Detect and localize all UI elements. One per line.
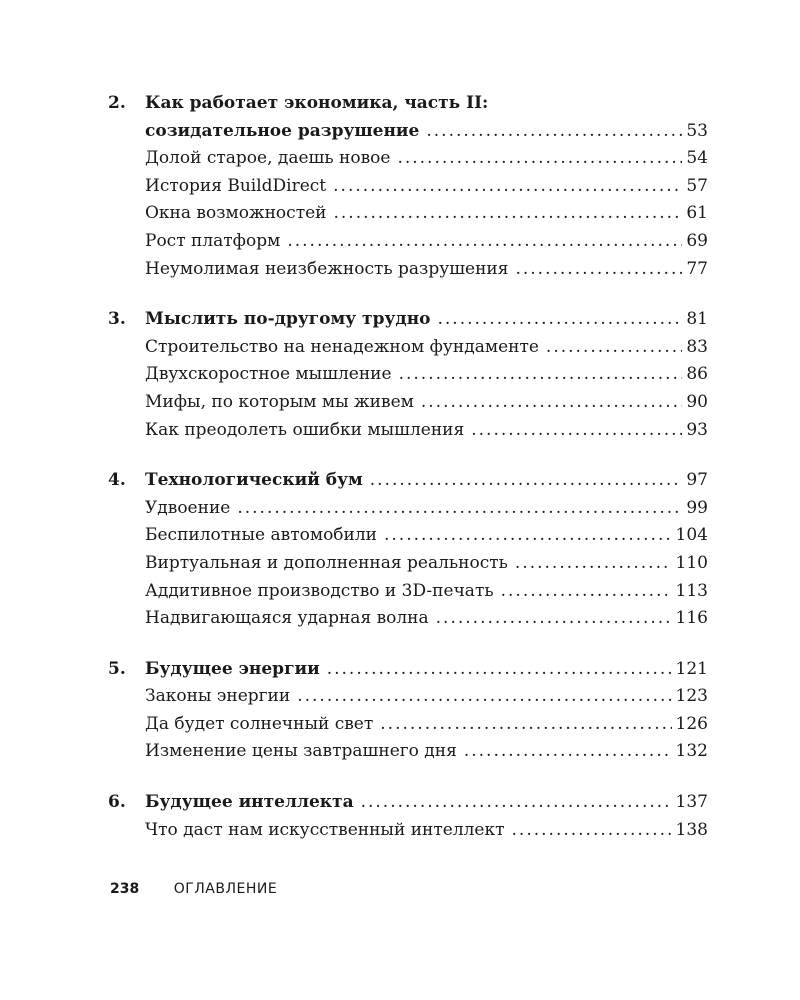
toc-chapter-heading xyxy=(108,90,708,118)
table-of-contents xyxy=(108,90,708,867)
page-number: 90 xyxy=(686,391,708,412)
page-number: 83 xyxy=(686,336,708,357)
page-number: 53 xyxy=(686,120,708,141)
page-number: 104 xyxy=(675,525,708,546)
toc-entry[interactable] xyxy=(108,361,708,389)
toc-entry[interactable] xyxy=(108,711,708,739)
dot-leader xyxy=(237,495,682,523)
folio-page-number: 238 xyxy=(110,881,140,897)
page-number: 86 xyxy=(686,364,708,385)
dot-leader xyxy=(464,738,672,766)
section-title: Изменение цены завтрашнего дня xyxy=(145,741,457,762)
toc-entry[interactable] xyxy=(108,334,708,362)
dot-leader xyxy=(397,145,682,173)
page-number: 81 xyxy=(686,309,708,330)
section-title: Удвоение xyxy=(145,497,231,518)
dot-leader xyxy=(287,228,682,256)
page-number: 99 xyxy=(686,497,708,518)
section-title: Как преодолеть ошибки мышления xyxy=(145,419,465,440)
toc-chapter-5 xyxy=(108,656,708,766)
dot-leader xyxy=(471,417,682,445)
page-number: 116 xyxy=(675,608,708,629)
page-number: 132 xyxy=(675,741,708,762)
page-number: 138 xyxy=(675,819,708,840)
dot-leader xyxy=(501,578,672,606)
section-title: Что даст нам искусственный интеллект xyxy=(145,819,505,840)
chapter-title-line1: Как работает экономика, часть II: xyxy=(145,93,489,113)
dot-leader xyxy=(437,306,682,334)
chapter-title: Технологический бум xyxy=(145,470,363,491)
chapter-title: созидательное разрушение xyxy=(145,120,420,141)
toc-entry[interactable] xyxy=(108,522,708,550)
page-number: 93 xyxy=(686,419,708,440)
toc-entry[interactable] xyxy=(108,256,708,284)
chapter-title: Будущее энергии xyxy=(145,658,320,679)
chapter-number: 2. xyxy=(108,93,126,113)
toc-entry[interactable] xyxy=(108,605,708,633)
dot-leader xyxy=(515,550,672,578)
dot-leader xyxy=(361,789,672,817)
toc-chapter-2 xyxy=(108,90,708,283)
toc-chapter-6 xyxy=(108,789,708,844)
toc-entry[interactable] xyxy=(108,118,708,146)
page-number: 110 xyxy=(675,552,708,573)
chapter-number: 6. xyxy=(108,792,126,813)
page-number: 77 xyxy=(686,258,708,279)
toc-entry[interactable] xyxy=(108,656,708,684)
toc-entry[interactable] xyxy=(108,738,708,766)
toc-entry[interactable] xyxy=(108,789,708,817)
section-title: Законы энергии xyxy=(145,686,291,707)
dot-leader xyxy=(327,656,672,684)
chapter-title: Будущее интеллекта xyxy=(145,792,354,813)
toc-entry[interactable] xyxy=(108,550,708,578)
dot-leader xyxy=(436,605,672,633)
running-head: ОГЛАВЛЕНИЕ xyxy=(173,881,278,897)
toc-entry[interactable] xyxy=(108,306,708,334)
page-number: 113 xyxy=(675,580,708,601)
page-number: 121 xyxy=(675,658,708,679)
chapter-title: Мыслить по-другому трудно xyxy=(145,309,431,330)
toc-entry[interactable] xyxy=(108,683,708,711)
section-title: Виртуальная и дополненная реальность xyxy=(145,552,508,573)
section-title: История BuildDirect xyxy=(145,175,327,196)
section-title: Двухскоростное мышление xyxy=(145,364,392,385)
section-title: Окна возможностей xyxy=(145,203,327,224)
page-number: 126 xyxy=(675,713,708,734)
page-number: 123 xyxy=(675,686,708,707)
toc-entry[interactable] xyxy=(108,228,708,256)
section-title: Мифы, по которым мы живем xyxy=(145,391,414,412)
chapter-number: 3. xyxy=(108,309,126,330)
dot-leader xyxy=(426,118,682,146)
dot-leader xyxy=(297,683,671,711)
toc-chapter-3 xyxy=(108,306,708,444)
chapter-number: 4. xyxy=(108,470,126,491)
section-title: Аддитивное производство и 3D-печать xyxy=(145,580,494,601)
dot-leader xyxy=(515,256,682,284)
page-number: 97 xyxy=(686,470,708,491)
page-number: 61 xyxy=(686,203,708,224)
section-title: Рост платформ xyxy=(145,230,281,251)
page-number: 54 xyxy=(686,148,708,169)
section-title: Долой старое, даешь новое xyxy=(145,148,391,169)
chapter-number: 5. xyxy=(108,658,126,679)
dot-leader xyxy=(380,711,671,739)
toc-chapter-4 xyxy=(108,467,708,633)
toc-entry[interactable] xyxy=(108,389,708,417)
dot-leader xyxy=(370,467,683,495)
section-title: Беспилотные автомобили xyxy=(145,525,377,546)
section-title: Строительство на ненадежном фундаменте xyxy=(145,336,539,357)
toc-entry[interactable] xyxy=(108,817,708,845)
section-title: Надвигающаяся ударная волна xyxy=(145,608,429,629)
dot-leader xyxy=(334,200,683,228)
page-footer xyxy=(110,878,277,900)
dot-leader xyxy=(512,817,672,845)
page-number: 137 xyxy=(675,792,708,813)
dot-leader xyxy=(421,389,682,417)
toc-entry[interactable] xyxy=(108,495,708,523)
dot-leader xyxy=(399,361,683,389)
toc-entry[interactable] xyxy=(108,200,708,228)
page-number: 69 xyxy=(686,230,708,251)
dot-leader xyxy=(546,334,682,362)
dot-leader xyxy=(384,522,672,550)
toc-entry[interactable] xyxy=(108,417,708,445)
toc-entry[interactable] xyxy=(108,173,708,201)
toc-entry[interactable] xyxy=(108,145,708,173)
section-title: Неумолимая неизбежность разрушения xyxy=(145,258,509,279)
section-title: Да будет солнечный свет xyxy=(145,713,374,734)
toc-entry[interactable] xyxy=(108,467,708,495)
dot-leader xyxy=(333,173,682,201)
page-number: 57 xyxy=(686,175,708,196)
toc-entry[interactable] xyxy=(108,578,708,606)
